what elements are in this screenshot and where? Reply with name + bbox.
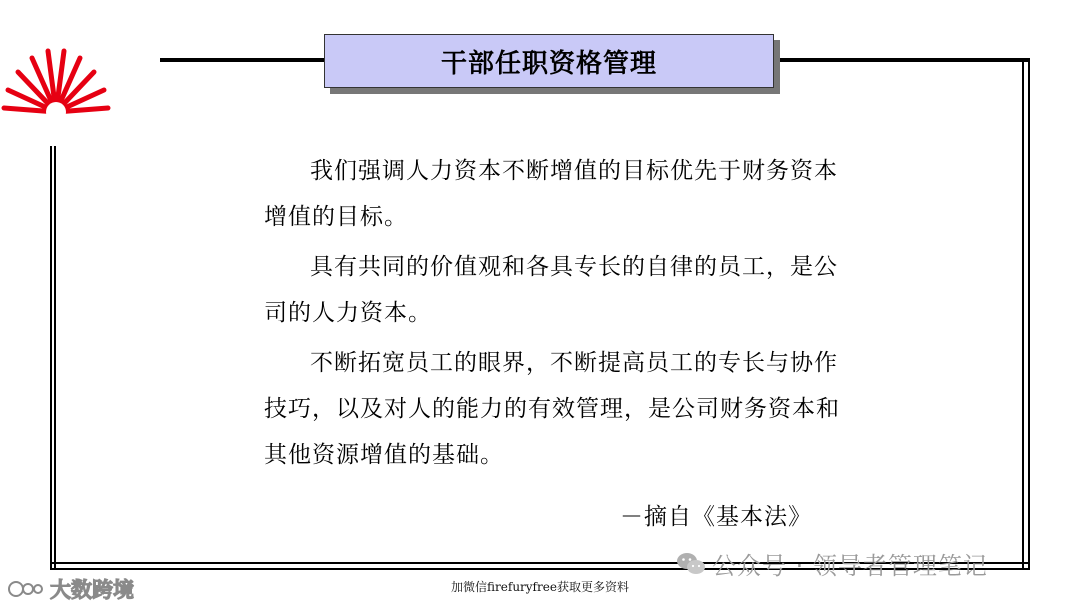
watermark-right-text: 公众号 · 领导者管理笔记 [712, 552, 988, 580]
source-citation: －摘自《基本法》 [620, 504, 812, 530]
frame-top-right-line [774, 58, 1030, 62]
sunburst-logo [0, 48, 112, 116]
footer-note: 加微信firefuryfree获取更多资料 [451, 580, 629, 594]
watermark-right [676, 546, 988, 581]
slide-body [264, 148, 844, 482]
slide-title: 干部任职资格管理 [324, 34, 774, 88]
frame-top-left-line [160, 58, 328, 62]
paragraph: 不断拓宽员工的眼界，不断提高员工的专长与协作技巧，以及对人的能力的有效管理，是公司财务资本和其他资源增值的基础。 [264, 350, 840, 468]
paragraph: 我们强调人力资本不断增值的目标优先于财务资本增值的目标。 [264, 158, 838, 230]
wechat-icon [676, 551, 706, 577]
frame-right-line [1022, 58, 1030, 570]
watermark-left-text: 大数跨境 [50, 578, 134, 602]
frame-left-line [50, 146, 56, 570]
paragraph: 具有共同的价值观和各具专长的自律的员工，是公司的人力资本。 [264, 254, 838, 326]
